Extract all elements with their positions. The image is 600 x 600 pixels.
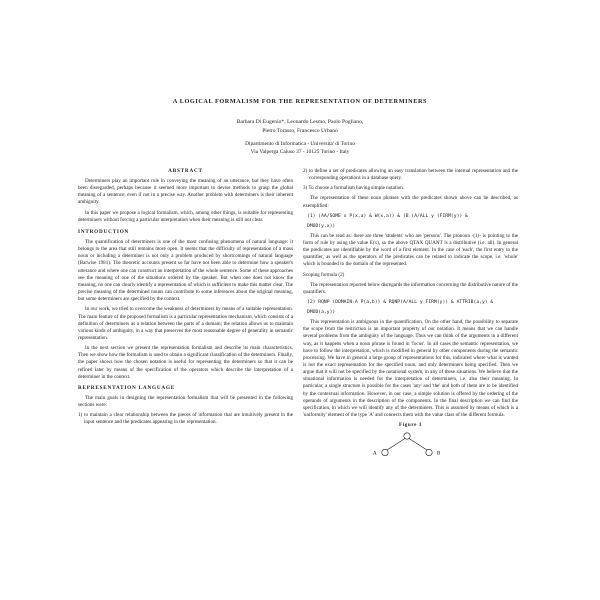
introduction-paragraph-1: The quantification of determiners is one of the most confusing phenomena of natural language: it belongs to the area that still remains more open. It seems that the difficulty of representation of a mass noun or including a determiner is not only a problem produced by shortcomings of natural language (Barwise 1981). The theoretic accounts present so far have not been able to determine how a speaker's utterance and where one can construct an interpretation of the whole sentence. Some of these approaches see the meaning of one of the situations ordered by the speaker. But when one does not know the meaning, no one can clearly identify a representation of which is sufficient to make this matter clear. The precise meaning of the determined nouns can contribute to some inferences about the original meaning, but some determiners are specified by the context. [78, 238, 293, 303]
representation-paragraph: The main goals in designing the representation formalism that will be presented in the following sections were: [78, 394, 293, 409]
introduction-heading: INTRODUCTION [78, 228, 130, 235]
authors-line-2: Pietro Torasso, Francesco Urbano [262, 127, 338, 134]
right-paragraph-4: This representation is ambiguous in the quantification. On the other hand, the possibility to separate the scope from the restriction is an important property of our notation. It means that we can handle several problems from the ambiguity of the language. Thus we can think of the arguments in a different way, as it happens when a noun phrase is found in 'focus'. In all cases the semantic representation, we have to follow the interpretation, which is modified in general by other components during the semantic processing. We have in general a large group of representations for this, indicated where what is wanted is not the exact representation for the specified noun, and only determiners being specified. Then we argue that it will not be specified by the notational system, in any of these situations. We believe that the situational information is needed for the interpretation of determiners, i.e. also their meaning. In particular, a single structure is possible for the cases 'any' and 'the' and both of them are to be identified by the contextual information. However, in our case, a simple solution is offered by the ordering of the operands of arguments in the description of the components. In the final description we can find the specification, in which we will identify any of the determiners. This is assumed by means of which is a 'uniformity' element of the type 'A' and connects them with the value class of the different formula. [303, 319, 518, 419]
paper-title: A LOGICAL FORMALISM FOR THE REPRESENTATION OF DETERMINERS [172, 98, 428, 105]
author-block [170, 118, 430, 136]
figure-label-a: A [373, 451, 377, 457]
abstract-paragraph-1: Determiners play an important role in conveying the meaning of an utterance, but they have often been disregarded, perhaps because it seemed more important to devise methods to grasp the global meaning of a sentence, even if not in a precise way. Another problem with determiners is their inherent ambiguity. [78, 178, 293, 206]
right-paragraph-2b: Scoping formula (2) [303, 271, 345, 278]
authors-line-1: Barbara Di Eugenio*, Leonardo Lesmo, Paolo Pogliano, [236, 119, 364, 125]
abstract-paragraph-2: In this paper we propose a logical formalism, which, among other things, is suitable for representing determiners without forcing a particular interpretation when their meaning is still not clear. [78, 209, 293, 223]
goal-item-1: 1) to maintain a clear relationship between the pieces of information that are intuitively present in the input sentence and the predicates appearing in the representation. [78, 412, 293, 426]
right-paragraph-1: The representation of these noun phrases with the predicates shown above can be described, as exemplified: [303, 195, 518, 209]
figure-diagram [303, 430, 518, 464]
formula-1-continued: DMOD(y,x)) [307, 223, 336, 229]
figure-node-top [404, 433, 410, 439]
left-column [78, 168, 293, 430]
formula-1: (1) (AA/SOME x P(x,a) & W(x,a)) & (B (A/ALL y (FIRM(y)) & [307, 213, 468, 219]
right-column [303, 168, 518, 464]
figure-node-left [382, 450, 388, 456]
goal-item-3: 3) To choose a formalism having simple notation. [303, 185, 405, 192]
figure-label-b: B [437, 451, 441, 457]
affiliation-block [170, 140, 430, 157]
affiliation-line-1: Dipartimento di Informatica - Universita' di Torino [245, 141, 355, 147]
figure-node-right [426, 450, 432, 456]
representation-heading: REPRESENTATION LANGUAGE [78, 384, 176, 391]
formula-2-continued: DMOD(a,y)) [307, 310, 336, 316]
figure-edge-right [409, 439, 427, 451]
right-paragraph-3: The representation reported below disregards the information concerning the distributive nature of the quantifiers. [303, 281, 518, 295]
goal-item-2: 2) to define a set of predicates allowing an easy translation between the internal representation and the corresponding operations in a database query. [303, 168, 518, 182]
abstract-heading: ABSTRACT [168, 168, 203, 174]
affiliation-line-2: Via Valperga Caluso 37 - 10125 Torino - Italy [250, 149, 350, 156]
introduction-paragraph-3: In the next section we present the representation formalism and describe its main characteristics. Then we show how the formalism is used to obtain a significant classification of the determiners. Finally, the paper shows how the chosen notation is useful for representing the determiners so that it can be refined later by means of the specification of the operators which describe the interpretation of a determiner in the context. [78, 345, 293, 380]
right-paragraph-2: This can be read as: there are three 'students' who are 'persons'. The pronoun -(1)- is pointing to the form of rule by using the value E(x), so the above QTAX QUANT is a distributive (i.e. all). In general the predicates are identifiable by the word of a first element. In the case of 'each', the first entry to the quantifier, as well as the operators of the predicates can be related to indicate the scope, i.e. 'whole' which is bounded to the domain of the represented. [303, 232, 518, 268]
formula-2: (2) RQNP (DOMAIN-A P(a,b)) & RQNP(A/ALL y FIRM(y)) & ATTRIB(a,y) & [307, 300, 494, 306]
introduction-paragraph-2: In our work, we tried to overcome the weakness of determiners by means of a suitable representation. The main feature of the proposed formalism is a particular representation mechanism, which consists of a definition of determiners as a relation between the parts of a domain; the relation allows us to maintain various kinds of ambiguity, in a way that preserves the most reasonable degree of generality in semantic representation. [78, 306, 293, 341]
figure-edge-left [387, 439, 405, 451]
figure-caption: Figure 1 [399, 422, 422, 429]
